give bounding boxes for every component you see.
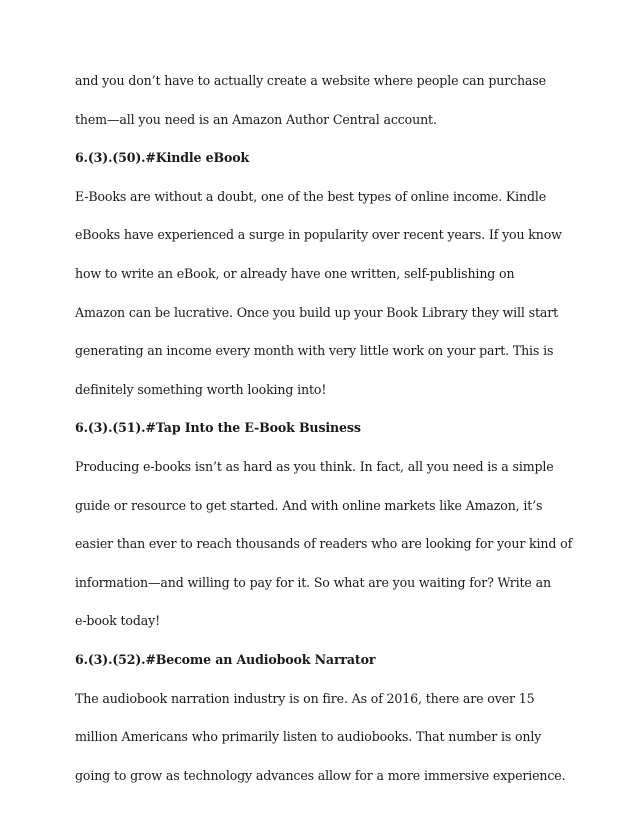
text-line: Amazon can be lucrative. Once you build up your Book Library they will start [75,304,559,320]
text-line: guide or resource to get started. And with online markets like Amazon, it’s [75,497,543,513]
text-line: information—and willing to pay for it. So what are you waiting for? Write an [75,574,551,590]
text-line: and you don’t have to actually create a website where people can purchase [75,73,546,88]
text-line: The audiobook narration industry is on fire. As of 2016, there are over 15 [75,690,535,706]
text-line: million Americans who primarily listen to audiobooks. That number is only [75,729,542,745]
text-line: how to write an eBook, or already have one written, self-publishing on [75,265,515,281]
text-line: them—all you need is an Amazon Author Central account. [75,111,437,127]
section-heading: 6.(3).(52).#Become an Audiobook Narrator [75,651,376,667]
text-line: definitely something worth looking into! [75,381,327,397]
text-line: easier than ever to reach thousands of readers who are looking for your kind of [75,536,573,552]
document-page [75,62,575,795]
text-line: going to grow as technology advances allow for a more immersive experience. [75,767,566,783]
text-line: generating an income every month with very little work on your part. This is [75,343,554,359]
text-line: Producing e-books isn’t as hard as you think. In fact, all you need is a simple [75,458,554,474]
section-heading: 6.(3).(51).#Tap Into the E-Book Business [75,420,361,436]
text-line: e-book today! [75,613,161,629]
text-line: eBooks have experienced a surge in popularity over recent years. If you know [75,227,562,243]
section-heading: 6.(3).(50).#Kindle eBook [75,150,250,166]
text-line: E-Books are without a doubt, one of the best types of online income. Kindle [75,188,547,204]
